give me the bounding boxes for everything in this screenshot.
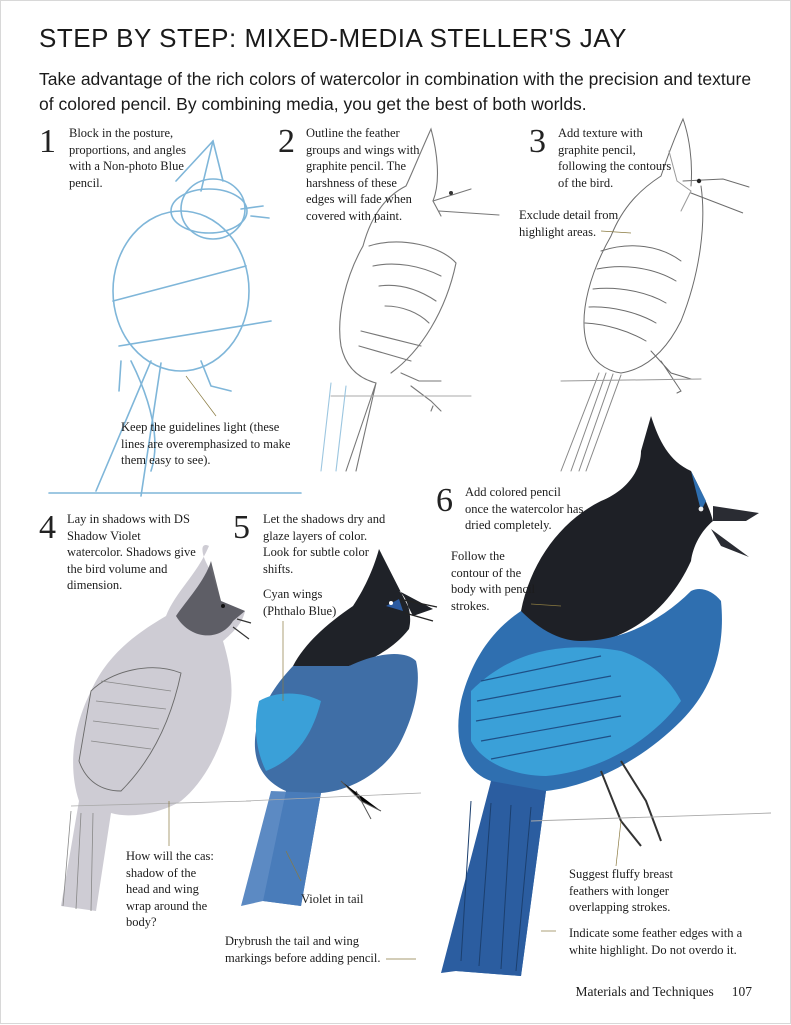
note-exclude-detail: Exclude detail from highlight areas. <box>519 208 619 239</box>
note-cyan-wings: Cyan wings (Phthalo Blue) <box>263 587 337 618</box>
step-3-number: 3 <box>529 123 546 160</box>
step-5-text: Let the shadows dry and glaze layers of color. Look for subtle color shifts. <box>263 512 386 576</box>
step-4-number: 4 <box>39 509 56 546</box>
step-1-number: 1 <box>39 123 56 160</box>
page-number: 107 <box>731 984 752 999</box>
note-white-highlight: Indicate some feather edges with a white highlight. Do not overdo it. <box>569 926 743 957</box>
step-6-number: 6 <box>436 482 453 519</box>
intro-paragraph: Take advantage of the rich colors of watercolor in combination with the precision and texture of colored pencil. By combining media, you get the best of both worlds. <box>39 69 752 114</box>
footer-section: Materials and Techniques <box>575 984 714 999</box>
step-1-text: Block in the posture, proportions, and angles with a Non-photo Blue pencil. <box>69 126 186 190</box>
note-fluffy-feathers: Suggest fluffy breast feathers with longer overlapping strokes. <box>569 867 673 914</box>
step-5-number: 5 <box>233 509 250 546</box>
note-shadow-cast: How will the cas: shadow of the head and wing wrap around the body? <box>126 849 214 929</box>
note-follow-contour: Follow the contour of the body with pencil strokes. <box>451 549 536 613</box>
step-3-text: Add texture with graphite pencil, following the contours of the bird. <box>558 126 672 190</box>
step-2-number: 2 <box>278 123 295 160</box>
note-drybrush: Drybrush the tail and wing markings before adding pencil. <box>225 934 381 965</box>
note-guidelines: Keep the guidelines light (these lines are overemphasized to make them easy to see). <box>121 420 291 467</box>
step-6-text: Add colored pencil once the watercolor has dried completely. <box>465 485 584 532</box>
page-footer <box>575 984 752 1000</box>
step-2-text: Outline the feather groups and wings with graphite pencil. The harshness of these edges will fade when covered with paint. <box>306 126 420 223</box>
page-title: STEP BY STEP: MIXED-MEDIA STELLER'S JAY <box>39 23 627 53</box>
note-violet-tail: Violet in tail <box>301 892 364 906</box>
step-4-text: Lay in shadows with DS Shadow Violet watercolor. Shadows give the bird volume and dimension. <box>67 512 196 592</box>
